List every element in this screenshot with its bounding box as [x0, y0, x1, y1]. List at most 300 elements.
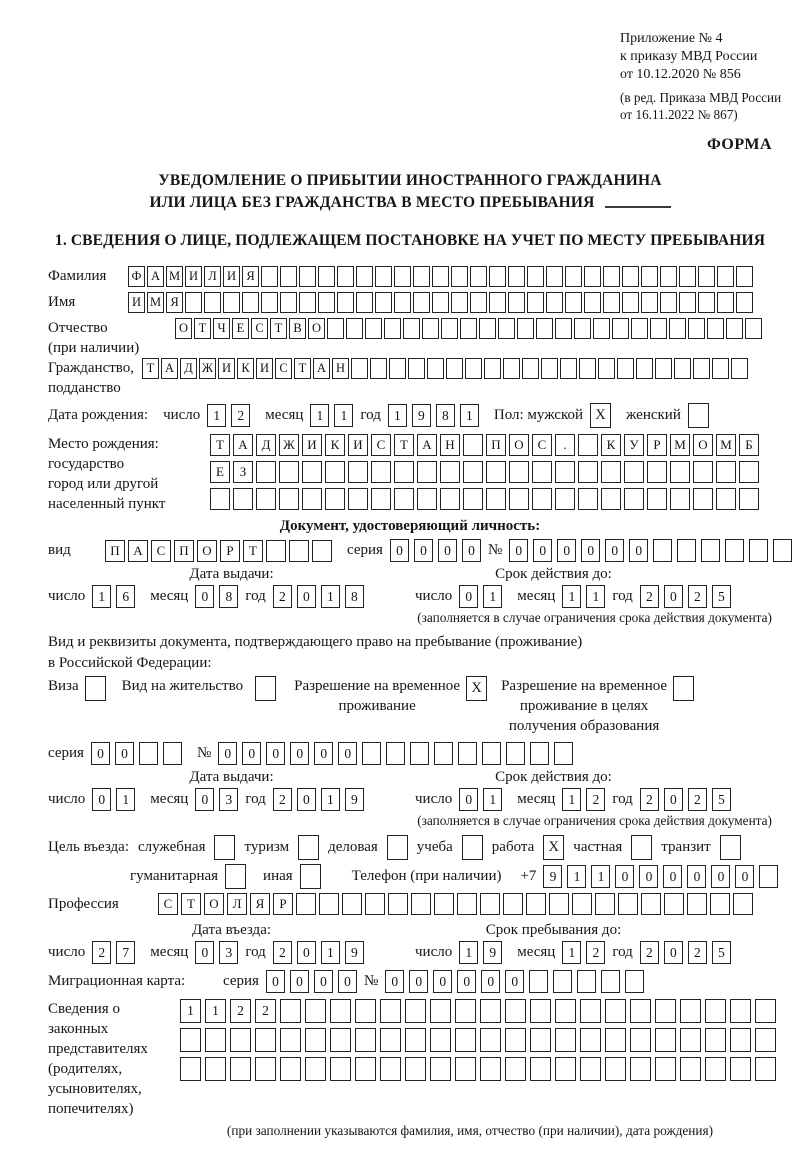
form-cell[interactable]: 0	[663, 865, 682, 888]
form-cell[interactable]	[380, 1028, 401, 1052]
form-cell[interactable]: И	[348, 434, 368, 456]
form-cell[interactable]	[749, 539, 768, 562]
form-cell[interactable]	[526, 893, 546, 915]
form-cell[interactable]	[375, 292, 392, 313]
form-cell[interactable]: Т	[243, 540, 263, 562]
form-cell[interactable]: И	[218, 358, 235, 379]
form-cell[interactable]: 0	[297, 585, 316, 608]
form-cell[interactable]: К	[325, 434, 345, 456]
form-cell[interactable]: 1	[92, 585, 111, 608]
form-cell[interactable]	[348, 488, 368, 510]
form-cell[interactable]	[394, 292, 411, 313]
form-cell[interactable]: К	[237, 358, 254, 379]
form-cell[interactable]	[296, 893, 316, 915]
form-cell[interactable]: 0	[338, 970, 357, 993]
form-cell[interactable]: 0	[639, 865, 658, 888]
form-cell[interactable]	[555, 1028, 576, 1052]
form-cell[interactable]	[555, 318, 572, 339]
form-cell[interactable]: 0	[414, 539, 433, 562]
form-cell[interactable]	[180, 1057, 201, 1081]
form-cell[interactable]	[302, 461, 322, 483]
form-cell[interactable]: Я	[166, 292, 183, 313]
form-cell[interactable]	[693, 488, 713, 510]
form-cell[interactable]	[256, 488, 276, 510]
form-cell[interactable]	[387, 835, 408, 860]
form-cell[interactable]	[705, 999, 726, 1023]
form-cell[interactable]	[655, 999, 676, 1023]
form-cell[interactable]: 3	[219, 941, 238, 964]
form-cell[interactable]: 0	[457, 970, 476, 993]
form-cell[interactable]	[572, 893, 592, 915]
form-cell[interactable]: С	[151, 540, 171, 562]
form-cell[interactable]: К	[601, 434, 621, 456]
form-cell[interactable]: О	[204, 893, 224, 915]
form-cell[interactable]	[327, 318, 344, 339]
form-cell[interactable]: 2	[92, 941, 111, 964]
form-cell[interactable]: X	[466, 676, 487, 701]
form-cell[interactable]	[553, 970, 572, 993]
form-cell[interactable]	[698, 292, 715, 313]
form-cell[interactable]: 2	[640, 585, 659, 608]
form-cell[interactable]	[716, 488, 736, 510]
form-cell[interactable]	[479, 318, 496, 339]
form-cell[interactable]	[225, 864, 246, 889]
form-cell[interactable]: 0	[195, 585, 214, 608]
form-cell[interactable]	[185, 292, 202, 313]
form-cell[interactable]	[530, 742, 549, 765]
form-cell[interactable]: И	[128, 292, 145, 313]
form-cell[interactable]	[386, 742, 405, 765]
form-cell[interactable]	[618, 893, 638, 915]
form-cell[interactable]: 2	[586, 788, 605, 811]
form-cell[interactable]	[508, 292, 525, 313]
form-cell[interactable]: 2	[230, 999, 251, 1023]
form-cell[interactable]: 1	[180, 999, 201, 1023]
form-cell[interactable]	[679, 292, 696, 313]
form-cell[interactable]: 0	[629, 539, 648, 562]
form-cell[interactable]: 0	[605, 539, 624, 562]
form-cell[interactable]	[739, 461, 759, 483]
form-cell[interactable]: 0	[711, 865, 730, 888]
form-cell[interactable]	[319, 893, 339, 915]
form-cell[interactable]	[720, 835, 741, 860]
form-cell[interactable]	[230, 1028, 251, 1052]
form-cell[interactable]: 1	[567, 865, 586, 888]
form-cell[interactable]: Л	[204, 266, 221, 287]
form-cell[interactable]: 9	[483, 941, 502, 964]
form-cell[interactable]	[280, 1057, 301, 1081]
form-cell[interactable]: 0	[115, 742, 134, 765]
form-cell[interactable]	[480, 999, 501, 1023]
form-cell[interactable]: А	[128, 540, 148, 562]
form-cell[interactable]	[405, 1028, 426, 1052]
form-cell[interactable]	[549, 893, 569, 915]
form-cell[interactable]	[330, 1057, 351, 1081]
form-cell[interactable]: 0	[91, 742, 110, 765]
form-cell[interactable]	[530, 1057, 551, 1081]
form-cell[interactable]	[630, 1057, 651, 1081]
form-cell[interactable]	[417, 461, 437, 483]
form-cell[interactable]	[693, 461, 713, 483]
form-cell[interactable]: 8	[436, 404, 455, 427]
form-cell[interactable]: 2	[586, 941, 605, 964]
form-cell[interactable]	[536, 318, 553, 339]
form-cell[interactable]: 2	[688, 788, 707, 811]
form-cell[interactable]	[348, 461, 368, 483]
form-cell[interactable]	[669, 318, 686, 339]
form-cell[interactable]: И	[302, 434, 322, 456]
form-cell[interactable]	[261, 292, 278, 313]
form-cell[interactable]	[660, 266, 677, 287]
form-cell[interactable]	[394, 266, 411, 287]
form-cell[interactable]	[482, 742, 501, 765]
form-cell[interactable]	[580, 999, 601, 1023]
form-cell[interactable]	[289, 540, 309, 562]
form-cell[interactable]	[280, 999, 301, 1023]
form-cell[interactable]: 9	[345, 788, 364, 811]
form-cell[interactable]	[480, 893, 500, 915]
form-cell[interactable]	[279, 488, 299, 510]
form-cell[interactable]	[541, 358, 558, 379]
form-cell[interactable]: С	[371, 434, 391, 456]
form-cell[interactable]	[560, 358, 577, 379]
form-cell[interactable]	[624, 488, 644, 510]
form-cell[interactable]	[670, 488, 690, 510]
form-cell[interactable]: Б	[739, 434, 759, 456]
form-cell[interactable]	[427, 358, 444, 379]
form-cell[interactable]: 7	[116, 941, 135, 964]
form-cell[interactable]	[612, 318, 629, 339]
form-cell[interactable]: 0	[664, 585, 683, 608]
form-cell[interactable]	[664, 893, 684, 915]
form-cell[interactable]: 2	[640, 941, 659, 964]
form-cell[interactable]	[622, 266, 639, 287]
form-cell[interactable]: 0	[509, 539, 528, 562]
form-cell[interactable]	[655, 1028, 676, 1052]
form-cell[interactable]	[463, 488, 483, 510]
form-cell[interactable]	[736, 266, 753, 287]
form-cell[interactable]	[603, 292, 620, 313]
form-cell[interactable]	[394, 461, 414, 483]
form-cell[interactable]	[726, 318, 743, 339]
form-cell[interactable]: X	[543, 835, 564, 860]
form-cell[interactable]	[280, 1028, 301, 1052]
form-cell[interactable]: 5	[712, 941, 731, 964]
form-cell[interactable]	[410, 742, 429, 765]
form-cell[interactable]: 2	[273, 941, 292, 964]
form-cell[interactable]	[330, 999, 351, 1023]
form-cell[interactable]	[384, 318, 401, 339]
form-cell[interactable]: А	[233, 434, 253, 456]
form-cell[interactable]	[555, 999, 576, 1023]
form-cell[interactable]	[280, 266, 297, 287]
form-cell[interactable]: Т	[181, 893, 201, 915]
form-cell[interactable]: Н	[332, 358, 349, 379]
form-cell[interactable]	[578, 461, 598, 483]
form-cell[interactable]: 1	[205, 999, 226, 1023]
form-cell[interactable]	[601, 488, 621, 510]
form-cell[interactable]	[578, 488, 598, 510]
form-cell[interactable]	[330, 1028, 351, 1052]
form-cell[interactable]: 0	[533, 539, 552, 562]
form-cell[interactable]	[641, 893, 661, 915]
form-cell[interactable]: 0	[462, 539, 481, 562]
form-cell[interactable]	[605, 999, 626, 1023]
form-cell[interactable]	[214, 835, 235, 860]
form-cell[interactable]: 1	[483, 585, 502, 608]
form-cell[interactable]	[205, 1028, 226, 1052]
form-cell[interactable]	[710, 893, 730, 915]
form-cell[interactable]: 5	[712, 585, 731, 608]
form-cell[interactable]	[730, 999, 751, 1023]
form-cell[interactable]	[342, 893, 362, 915]
form-cell[interactable]	[595, 893, 615, 915]
form-cell[interactable]	[432, 292, 449, 313]
form-cell[interactable]	[337, 292, 354, 313]
form-cell[interactable]: 0	[557, 539, 576, 562]
form-cell[interactable]: С	[275, 358, 292, 379]
form-cell[interactable]: 0	[433, 970, 452, 993]
form-cell[interactable]: 9	[412, 404, 431, 427]
form-cell[interactable]: Я	[250, 893, 270, 915]
form-cell[interactable]	[579, 358, 596, 379]
form-cell[interactable]	[593, 318, 610, 339]
form-cell[interactable]: .	[555, 434, 575, 456]
form-cell[interactable]: 0	[505, 970, 524, 993]
form-cell[interactable]: 0	[615, 865, 634, 888]
form-cell[interactable]	[325, 488, 345, 510]
form-cell[interactable]: 1	[562, 788, 581, 811]
form-cell[interactable]	[688, 318, 705, 339]
form-cell[interactable]	[380, 1057, 401, 1081]
form-cell[interactable]	[759, 865, 778, 888]
form-cell[interactable]	[163, 742, 182, 765]
form-cell[interactable]	[679, 266, 696, 287]
form-cell[interactable]: 0	[385, 970, 404, 993]
form-cell[interactable]: 2	[688, 585, 707, 608]
form-cell[interactable]: X	[590, 403, 611, 428]
form-cell[interactable]	[242, 292, 259, 313]
form-cell[interactable]	[256, 461, 276, 483]
form-cell[interactable]: Р	[220, 540, 240, 562]
form-cell[interactable]	[280, 292, 297, 313]
form-cell[interactable]	[351, 358, 368, 379]
form-cell[interactable]	[470, 292, 487, 313]
form-cell[interactable]	[677, 539, 696, 562]
form-cell[interactable]	[139, 742, 158, 765]
form-cell[interactable]	[736, 292, 753, 313]
form-cell[interactable]	[205, 1057, 226, 1081]
form-cell[interactable]: 0	[266, 970, 285, 993]
form-cell[interactable]: 1	[586, 585, 605, 608]
form-cell[interactable]	[446, 358, 463, 379]
form-cell[interactable]	[522, 358, 539, 379]
form-cell[interactable]	[653, 539, 672, 562]
form-cell[interactable]	[210, 488, 230, 510]
form-cell[interactable]: О	[197, 540, 217, 562]
form-cell[interactable]: 0	[195, 788, 214, 811]
form-cell[interactable]	[463, 461, 483, 483]
form-cell[interactable]	[680, 999, 701, 1023]
form-cell[interactable]: Р	[273, 893, 293, 915]
form-cell[interactable]: Т	[394, 434, 414, 456]
form-cell[interactable]: С	[158, 893, 178, 915]
form-cell[interactable]: 1	[562, 941, 581, 964]
form-cell[interactable]	[451, 292, 468, 313]
form-cell[interactable]	[717, 266, 734, 287]
form-cell[interactable]	[641, 292, 658, 313]
form-cell[interactable]	[555, 461, 575, 483]
form-cell[interactable]	[505, 999, 526, 1023]
form-cell[interactable]	[430, 1028, 451, 1052]
form-cell[interactable]	[712, 358, 729, 379]
form-cell[interactable]: Ч	[213, 318, 230, 339]
form-cell[interactable]: А	[161, 358, 178, 379]
form-cell[interactable]	[631, 318, 648, 339]
form-cell[interactable]: Ж	[199, 358, 216, 379]
form-cell[interactable]: 0	[242, 742, 261, 765]
form-cell[interactable]	[470, 266, 487, 287]
form-cell[interactable]	[532, 461, 552, 483]
form-cell[interactable]: 0	[290, 970, 309, 993]
form-cell[interactable]: Н	[440, 434, 460, 456]
form-cell[interactable]: 8	[345, 585, 364, 608]
form-cell[interactable]	[299, 292, 316, 313]
form-cell[interactable]	[505, 1028, 526, 1052]
form-cell[interactable]	[647, 461, 667, 483]
form-cell[interactable]	[180, 1028, 201, 1052]
form-cell[interactable]: 8	[219, 585, 238, 608]
form-cell[interactable]: М	[147, 292, 164, 313]
form-cell[interactable]: У	[624, 434, 644, 456]
form-cell[interactable]	[546, 292, 563, 313]
form-cell[interactable]	[299, 266, 316, 287]
form-cell[interactable]: Д	[180, 358, 197, 379]
form-cell[interactable]	[670, 461, 690, 483]
form-cell[interactable]	[555, 488, 575, 510]
form-cell[interactable]	[223, 292, 240, 313]
form-cell[interactable]	[441, 318, 458, 339]
form-cell[interactable]: 0	[481, 970, 500, 993]
form-cell[interactable]	[486, 488, 506, 510]
form-cell[interactable]	[422, 318, 439, 339]
form-cell[interactable]	[365, 893, 385, 915]
form-cell[interactable]: О	[509, 434, 529, 456]
form-cell[interactable]	[233, 488, 253, 510]
form-cell[interactable]	[503, 358, 520, 379]
form-cell[interactable]	[204, 292, 221, 313]
form-cell[interactable]	[603, 266, 620, 287]
form-cell[interactable]: М	[716, 434, 736, 456]
form-cell[interactable]: 0	[581, 539, 600, 562]
form-cell[interactable]	[371, 461, 391, 483]
form-cell[interactable]	[705, 1028, 726, 1052]
form-cell[interactable]: 9	[543, 865, 562, 888]
form-cell[interactable]	[480, 1028, 501, 1052]
form-cell[interactable]: 2	[231, 404, 250, 427]
form-cell[interactable]	[555, 1057, 576, 1081]
form-cell[interactable]	[617, 358, 634, 379]
form-cell[interactable]	[312, 540, 332, 562]
form-cell[interactable]: 9	[345, 941, 364, 964]
form-cell[interactable]: П	[486, 434, 506, 456]
form-cell[interactable]: 0	[195, 941, 214, 964]
form-cell[interactable]	[298, 835, 319, 860]
form-cell[interactable]: Т	[194, 318, 211, 339]
form-cell[interactable]: 0	[297, 788, 316, 811]
form-cell[interactable]	[375, 266, 392, 287]
form-cell[interactable]	[650, 318, 667, 339]
form-cell[interactable]	[403, 318, 420, 339]
form-cell[interactable]	[527, 292, 544, 313]
form-cell[interactable]: Ж	[279, 434, 299, 456]
form-cell[interactable]	[408, 358, 425, 379]
form-cell[interactable]	[346, 318, 363, 339]
form-cell[interactable]: 1	[334, 404, 353, 427]
form-cell[interactable]: А	[147, 266, 164, 287]
form-cell[interactable]	[463, 434, 483, 456]
form-cell[interactable]	[698, 266, 715, 287]
form-cell[interactable]: П	[105, 540, 125, 562]
form-cell[interactable]	[460, 318, 477, 339]
form-cell[interactable]	[625, 970, 644, 993]
form-cell[interactable]	[455, 1057, 476, 1081]
form-cell[interactable]	[318, 292, 335, 313]
form-cell[interactable]	[356, 292, 373, 313]
form-cell[interactable]	[370, 358, 387, 379]
form-cell[interactable]: И	[185, 266, 202, 287]
form-cell[interactable]	[365, 318, 382, 339]
form-cell[interactable]	[337, 266, 354, 287]
form-cell[interactable]: 0	[459, 788, 478, 811]
form-cell[interactable]	[480, 1057, 501, 1081]
form-cell[interactable]	[529, 970, 548, 993]
form-cell[interactable]	[598, 358, 615, 379]
form-cell[interactable]	[701, 539, 720, 562]
form-cell[interactable]: 0	[314, 970, 333, 993]
form-cell[interactable]	[527, 266, 544, 287]
form-cell[interactable]	[255, 676, 276, 701]
form-cell[interactable]: 2	[688, 941, 707, 964]
form-cell[interactable]: З	[233, 461, 253, 483]
form-cell[interactable]: 1	[388, 404, 407, 427]
form-cell[interactable]	[305, 1057, 326, 1081]
form-cell[interactable]: О	[308, 318, 325, 339]
form-cell[interactable]	[356, 266, 373, 287]
form-cell[interactable]	[565, 292, 582, 313]
form-cell[interactable]: С	[251, 318, 268, 339]
form-cell[interactable]	[574, 318, 591, 339]
form-cell[interactable]	[655, 1057, 676, 1081]
form-cell[interactable]	[745, 318, 762, 339]
form-cell[interactable]	[530, 999, 551, 1023]
form-cell[interactable]	[405, 1057, 426, 1081]
form-cell[interactable]: 2	[255, 999, 276, 1023]
form-cell[interactable]: 1	[207, 404, 226, 427]
form-cell[interactable]	[489, 266, 506, 287]
form-cell[interactable]: М	[670, 434, 690, 456]
form-cell[interactable]: 0	[338, 742, 357, 765]
form-cell[interactable]	[636, 358, 653, 379]
form-cell[interactable]	[717, 292, 734, 313]
form-cell[interactable]	[355, 1057, 376, 1081]
form-cell[interactable]	[725, 539, 744, 562]
form-cell[interactable]	[411, 893, 431, 915]
form-cell[interactable]	[455, 1028, 476, 1052]
form-cell[interactable]	[355, 1028, 376, 1052]
form-cell[interactable]: 1	[459, 941, 478, 964]
form-cell[interactable]: 0	[664, 788, 683, 811]
